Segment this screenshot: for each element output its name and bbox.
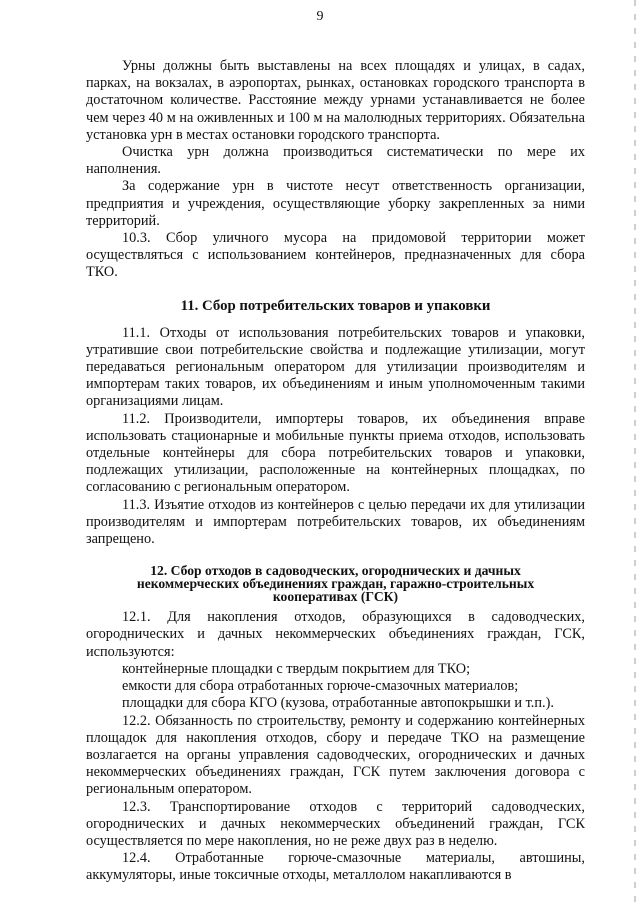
list-item: контейнерные площадки с твердым покрытием для ТКО; — [122, 660, 471, 677]
section-11-heading: 11. Сбор потребительских товаров и упаковки — [180, 297, 491, 314]
paragraph-urn-cleaning: Очистка урн должна производиться систематически по мере их наполнения. — [86, 144, 585, 178]
section-12-heading-line: кооперативах (ГСК) — [272, 589, 399, 605]
paragraph-11-3: 11.3. Изъятие отходов из контейнеров с целью передачи их для утилизации производителям и импортерам потребительских товаров, их объединениям запрещено. — [86, 496, 585, 548]
paragraph-12-2: 12.2. Обязанность по строительству, ремонту и содержанию контейнерных площадок для накопления отходов, сбору и передаче ТКО на размещение возлагается на органы управления садоводческих, огороднических и дачных некоммерческих объединениях граждан, ГСК путем заключения договора с региональным оператором. — [86, 712, 585, 798]
paragraph-urns: Урны должны быть выставлены на всех площадях и улицах, в садах, парках, на вокзалах, в аэропортах, рынках, остановках городского транспорта в достаточном количестве. Расстояние между урнами устанавливается не более чем через 40 м на оживленных и 100 м на малолюдных территориях. Обязательна установка урн в местах остановки городского транспорта. — [86, 58, 585, 143]
paragraph-urn-responsibility: За содержание урн в чистоте несут ответственность организации, предприятия и учреждения, осуществляющие уборку закрепленных за ними территорий. — [86, 178, 585, 229]
section-12-heading — [86, 564, 585, 603]
paragraph-10-3: 10.3. Сбор уличного мусора на придомовой территории может осуществляться с использованием контейнеров, предназначенных для сбора ТКО. — [86, 230, 585, 281]
paragraph-11-2: 11.2. Производители, импортеры товаров, их объединения вправе использовать стационарные и мобильные пункты приема отходов, использовать отдельные контейнеры для сбора потребительских товаров и упаковки, подлежащих утилизации, расположенные на контейнерных площадках, по согласованию с региональным оператором. — [86, 410, 585, 496]
list-item: площадки для сбора КГО (кузова, отработанные автопокрышки и т.п.). — [122, 695, 554, 712]
paragraph-12-1: 12.1. Для накопления отходов, образующихся в садоводческих, огороднических и дачных некоммерческих объединениях граждан, ГСК, используются: — [86, 609, 585, 660]
scan-edge — [634, 0, 636, 905]
section-12-heading-line: 12. Сбор отходов в садоводческих, огороднических и дачных — [150, 563, 521, 579]
list-item: емкости для сбора отработанных горюче-смазочных материалов; — [122, 678, 519, 695]
section-12-heading-line: некоммерческих объединениях граждан, гаражно-строительных — [136, 576, 535, 592]
paragraph-12-4: 12.4. Отработанные горюче-смазочные материалы, автошины, аккумуляторы, иные токсичные отходы, металлолом накапливаются в — [86, 850, 585, 884]
page-content — [86, 0, 585, 885]
page-number: 9 — [316, 9, 324, 24]
paragraph-12-3: 12.3. Транспортирование отходов с территорий садоводческих, огороднических и дачных некоммерческих объединений граждан, ГСК осуществляется по мере накопления, но не реже двух раз в неделю. — [86, 798, 585, 849]
paragraph-11-1: 11.1. Отходы от использования потребительских товаров и упаковки, утратившие свои потребительские свойства и подлежащие утилизации, могут передаваться региональным оператором для утилизации производителям и импортерам таких товаров, их объединениям и иным уполномоченным такими организациями лицам. — [86, 324, 585, 410]
